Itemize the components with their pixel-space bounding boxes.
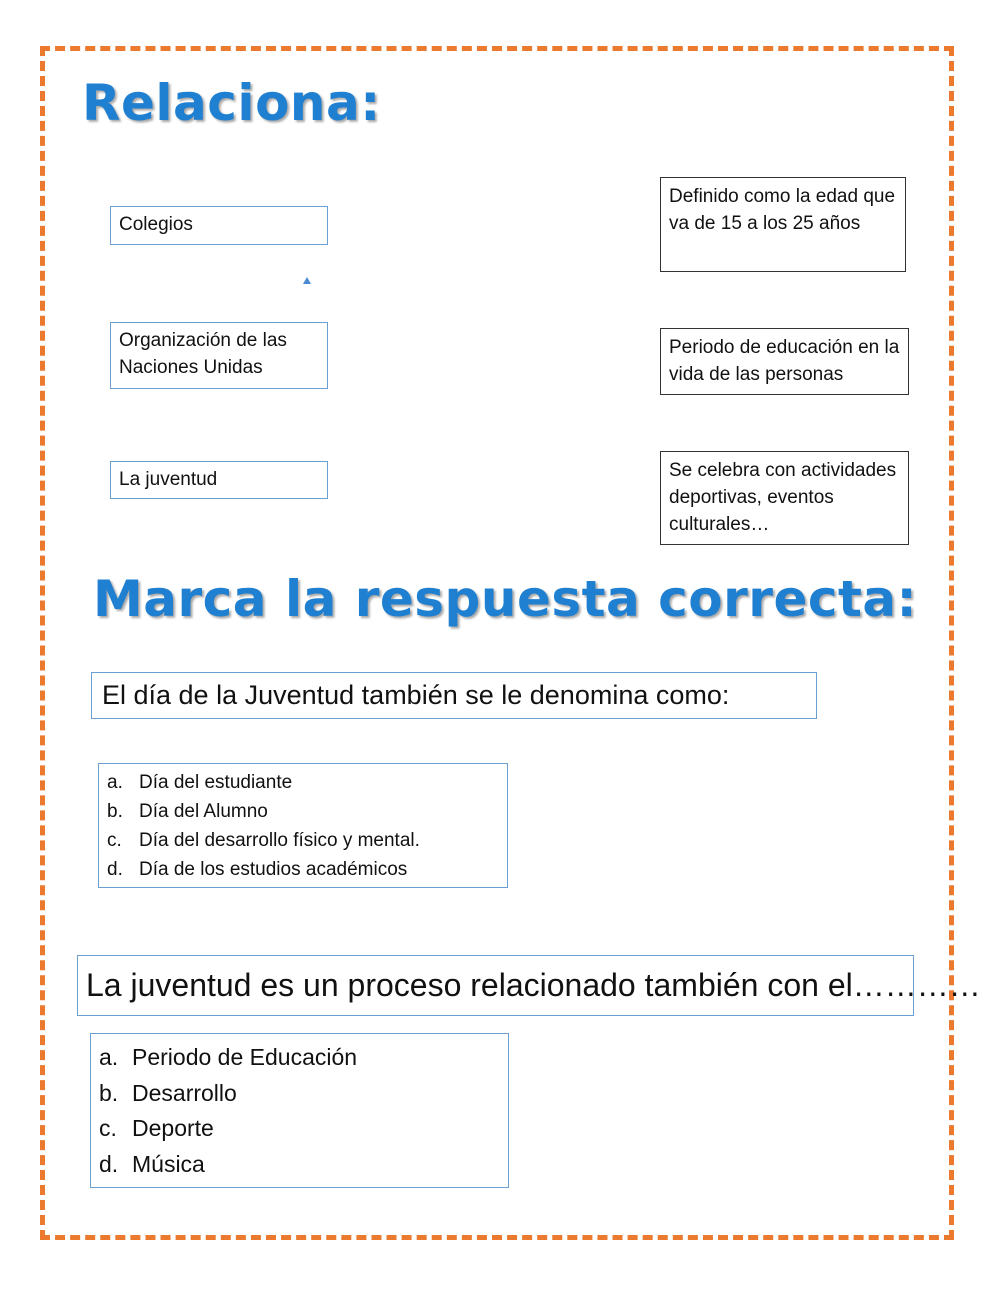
right-item-periodo[interactable] [660,328,909,395]
option-letter: b. [99,1079,119,1106]
option-letter: a. [99,1044,119,1070]
right-item-label: Definido como la edad que va de 15 a los 25 años [669,186,896,234]
question-1: El día de la Juventud también se le denomina como: [91,672,817,719]
option-d[interactable] [99,855,507,884]
left-item-label: La juventud [119,469,218,490]
relaciona-title: Relaciona: [82,74,381,132]
option-letter: b. [107,801,123,822]
left-item-juventud[interactable] [110,461,328,499]
option-c[interactable] [91,1111,508,1147]
option-letter: c. [107,830,122,851]
right-item-label: Periodo de educación en la vida de las personas [669,337,900,385]
option-a[interactable] [99,768,507,797]
option-text: Periodo de Educación [132,1044,358,1070]
left-item-label: Organización de las Naciones Unidas [119,330,287,378]
option-text: Día del desarrollo físico y mental. [139,830,420,851]
right-item-definido[interactable] [660,177,906,272]
option-text: Día del estudiante [139,772,293,793]
marca-title: Marca la respuesta correcta: [93,570,918,628]
left-item-colegios[interactable] [110,206,328,245]
option-text: Día del Alumno [139,801,268,822]
option-a[interactable] [91,1040,508,1076]
left-item-onu[interactable] [110,322,328,389]
option-text: Día de los estudios académicos [139,859,408,880]
question-2-options [90,1033,509,1188]
option-letter: c. [99,1115,117,1141]
question-2: La juventud es un proceso relacionado también con el………… [77,955,914,1016]
option-letter: a. [107,772,123,793]
option-text: Música [132,1150,205,1177]
option-text: Desarrollo [132,1079,237,1106]
question-1-options [98,763,508,888]
option-d[interactable] [91,1147,508,1183]
option-b[interactable] [99,797,507,826]
option-text: Deporte [132,1115,214,1141]
option-c[interactable] [99,826,507,855]
drop-arrow-icon [303,277,311,284]
left-item-label: Colegios [119,214,193,235]
right-item-celebra[interactable] [660,451,909,545]
option-letter: d. [107,859,123,880]
right-item-label: Se celebra con actividades deportivas, eventos culturales… [669,460,897,535]
option-letter: d. [99,1150,119,1177]
option-b[interactable] [91,1076,508,1112]
